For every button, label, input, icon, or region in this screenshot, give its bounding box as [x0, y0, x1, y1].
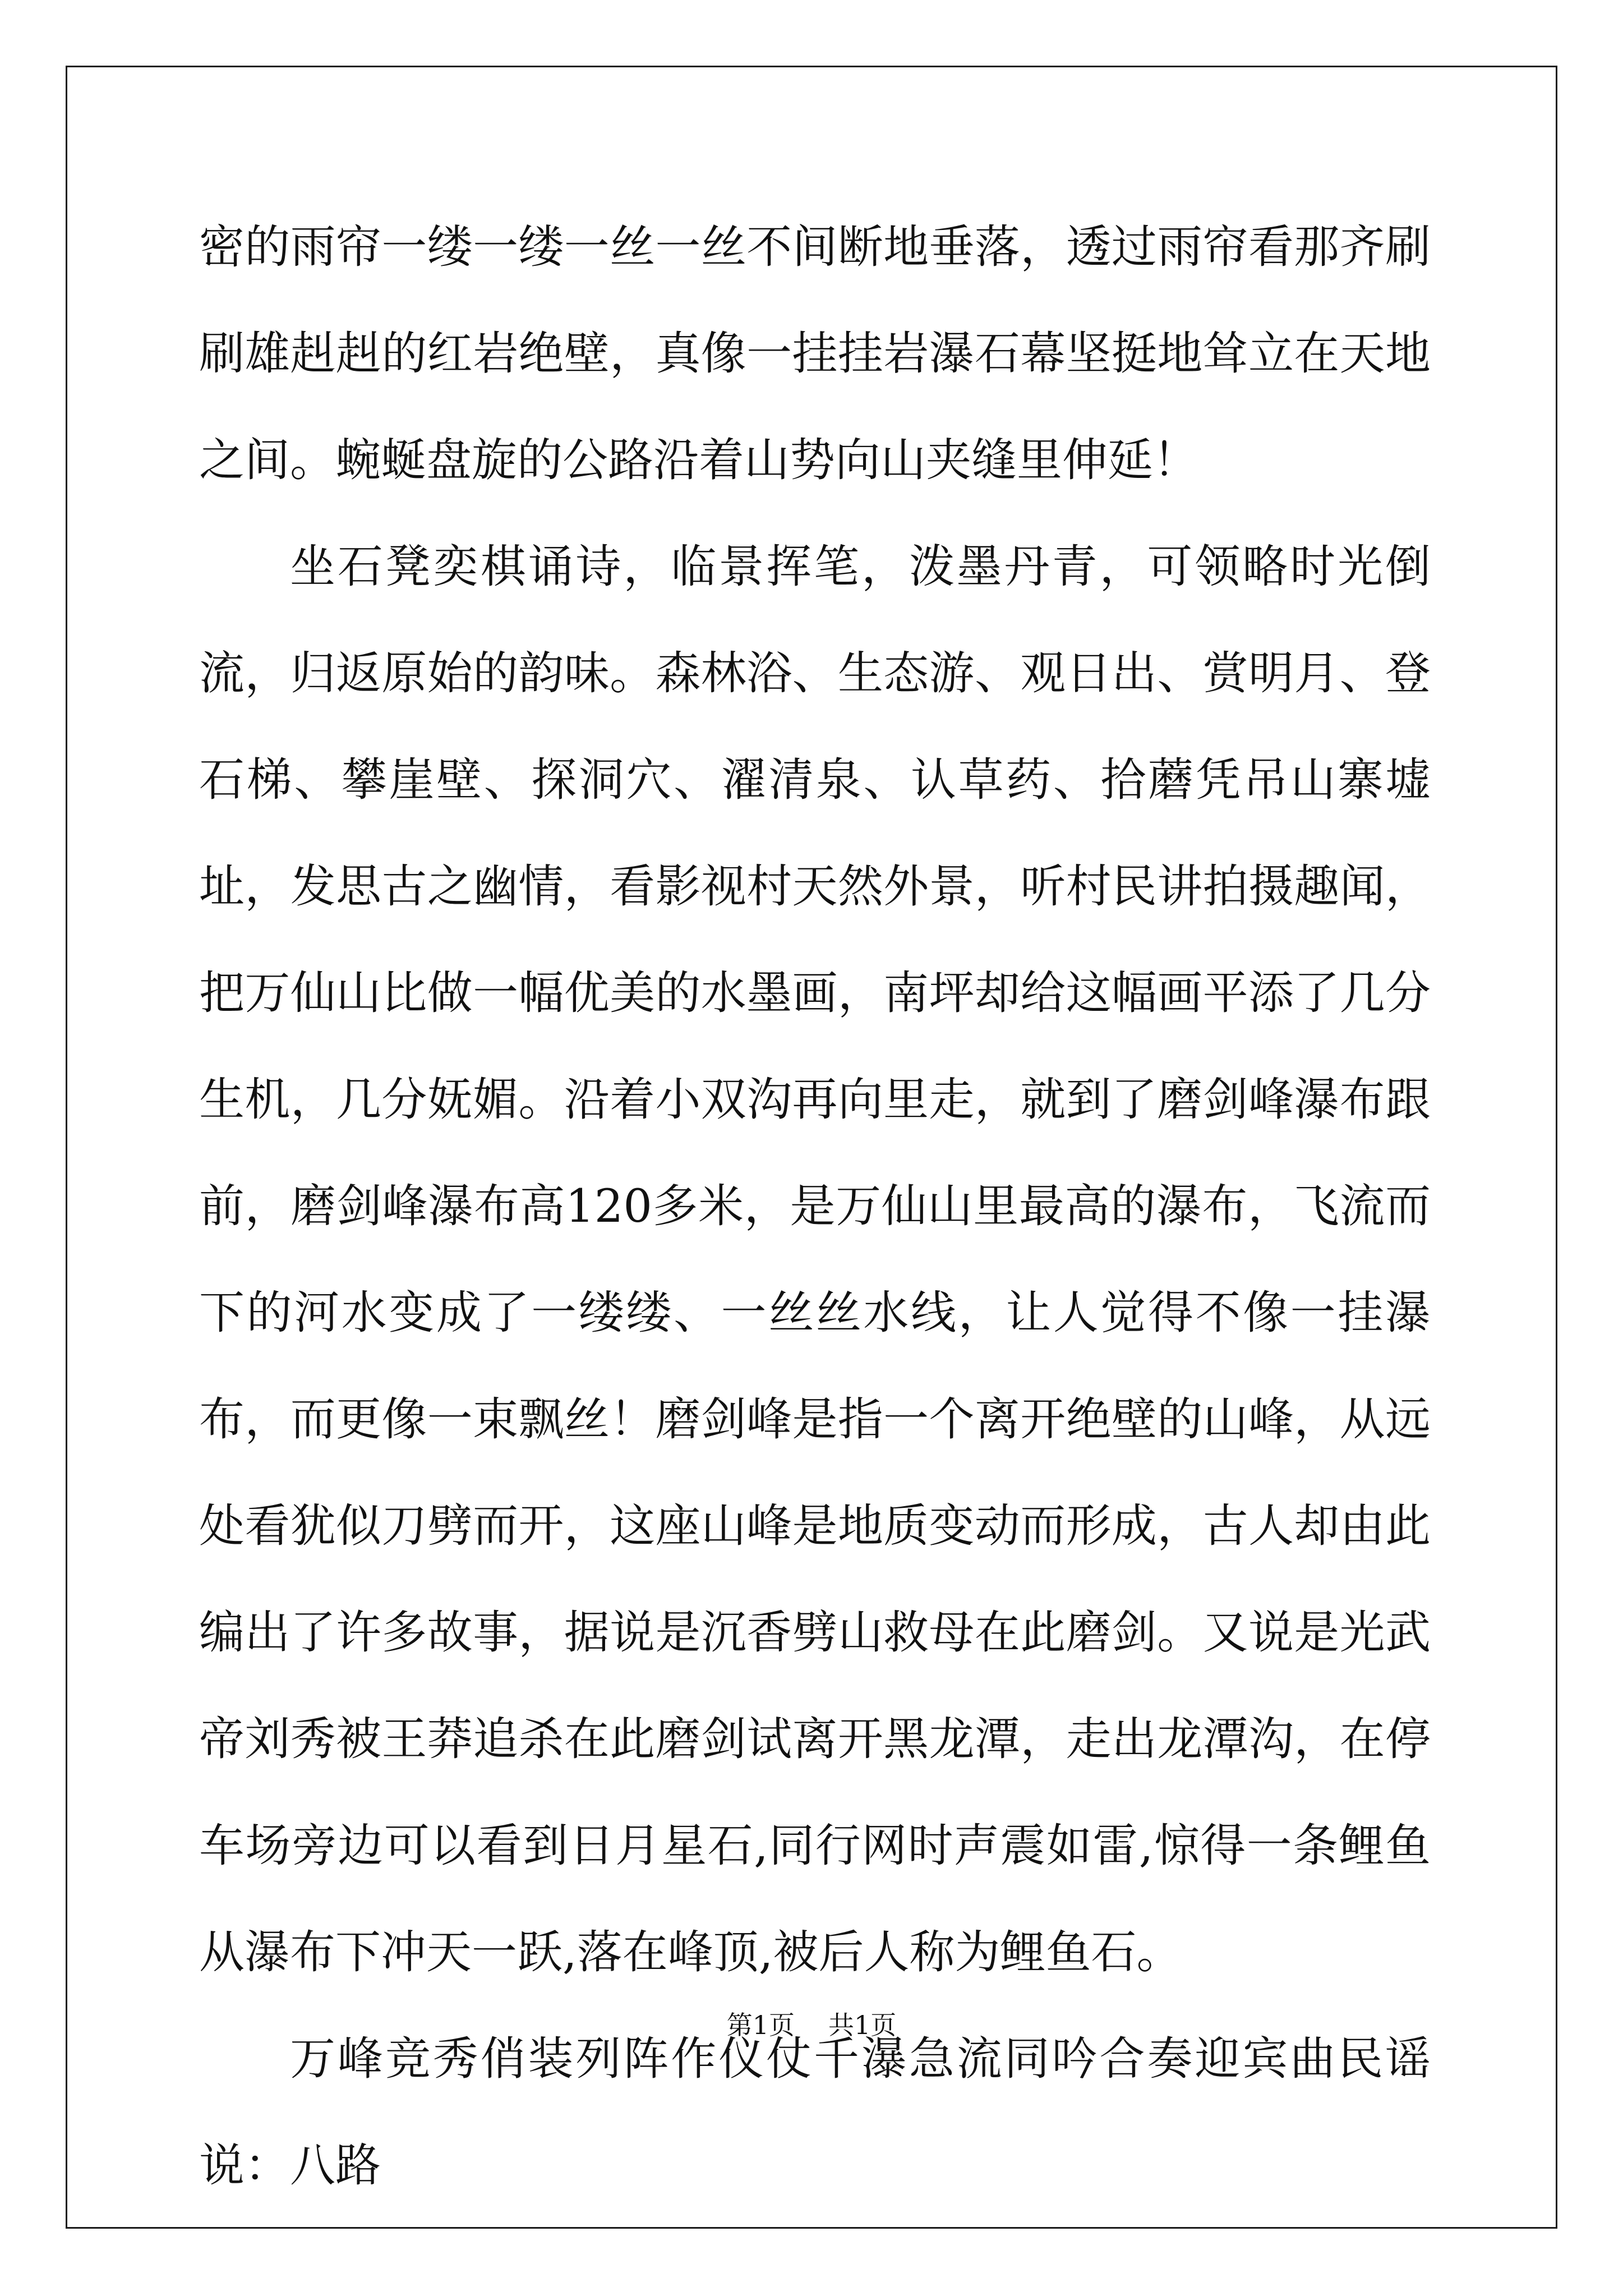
paragraph-3: 万峰竞秀俏装列阵作仪仗千瀑急流同吟合奏迎宾曲民谣说：八路	[199, 2033, 1431, 2192]
page-footer	[0, 2008, 1623, 2042]
page-number: 第1页	[726, 2010, 795, 2040]
page-total: 共1页	[828, 2010, 897, 2040]
document-body	[199, 194, 1431, 2219]
paragraph-1: 密的雨帘一缕一缕一丝一丝不间断地垂落，透过雨帘看那齐刷刷雄赳赳的红岩绝壁，真像一挂挂岩瀑石幕坚挺地耸立在天地之间。蜿蜒盘旋的公路沿着山势向山夹缝里伸延！	[199, 221, 1431, 487]
paragraph-2: 坐石凳奕棋诵诗，临景挥笔，泼墨丹青，可领略时光倒流，归返原始的韵味。森林浴、生态游、观日出、赏明月、登石梯、攀崖壁、探洞穴、濯清泉、认草药、拾蘑凭吊山寨墟址，发思古之幽情，看影视村天然外景，听村民讲拍摄趣闻，把万仙山比做一幅优美的水墨画，南坪却给这幅画平添了几分生机，几分妩媚。沿着小双沟再向里走，就到了磨剑峰瀑布跟前，磨剑峰瀑布高120多米，是万仙山里最高的瀑布，飞流而下的河水变成了一缕缕、一丝丝水线，让人觉得不像一挂瀑布，而更像一束飘丝！磨剑峰是指一个离开绝壁的山峰，从远处看犹似刀劈而开，这座山峰是地质变动而形成，古人却由此编出了许多故事，据说是沉香劈山救母在此磨剑。又说是光武帝刘秀被王莽追杀在此磨剑试离开黑龙潭，走出龙潭沟，在停车场旁边可以看到日月星石,同行网时声震如雷,惊得一条鲤鱼从瀑布下冲天一跃,落在峰顶,被后人称为鲤鱼石。	[199, 541, 1431, 1979]
